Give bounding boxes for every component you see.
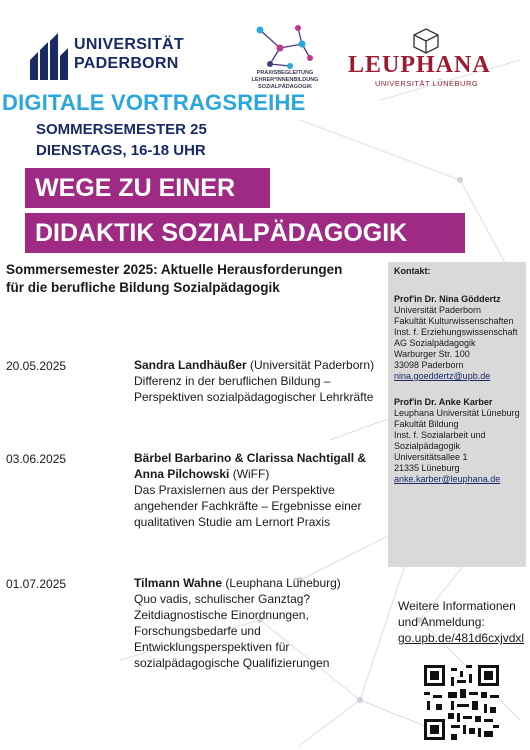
leuphana-name: LEUPHANA [348, 52, 491, 78]
event-speaker: Bärbel Barbarino & Clarissa Nachtigall & [134, 451, 367, 465]
event-topic-line: Entwicklungsperspektiven für [134, 640, 290, 654]
event-topic-line: Das Praxislernen aus der Perspektive [134, 483, 335, 497]
contact-line: 21335 Lüneburg [394, 463, 460, 473]
series-title: DIGITALE VORTRAGSREIHE [2, 90, 306, 115]
contact-line: Inst. f. Sozialarbeit und [394, 430, 486, 440]
contact-line: Sozialpädagogik [394, 441, 461, 451]
event-affiliation: (Universität Paderborn) [246, 358, 375, 372]
semester-label: SOMMERSEMESTER 25 [36, 121, 207, 138]
event-affiliation: (WiFF) [229, 467, 270, 481]
event-topic-line: Forschungsbedarfe und [134, 624, 261, 638]
praxis-logo-text: PRAXISBEGLEITUNG LEHRER*INNENBILDUNG SOZIALPÄDAGOGIK [251, 70, 319, 90]
event-speaker: Tilmann Wahne [134, 576, 223, 590]
contact-name: Prof'in Dr. Anke Karber [394, 397, 493, 407]
contact-email-link[interactable]: anke.karber@leuphana.de [394, 474, 501, 484]
leuphana-subtitle: UNIVERSITÄT LÜNEBURG [375, 79, 479, 88]
more-info [398, 598, 528, 646]
event-topic-line: Quo vadis, schulischer Ganztag? [134, 592, 311, 606]
time-label: DIENSTAGS, 16-18 UHR [36, 142, 206, 159]
contact-line: Fakultät Bildung [394, 419, 459, 429]
contact-line: Warburger Str. 100 [394, 349, 470, 359]
event-2 [134, 450, 389, 530]
title-bar-line1: WEGE ZU EINER [25, 168, 270, 208]
contact-line: Leuphana Universität Lüneburg [394, 408, 520, 418]
contact-email-link[interactable]: nina.goeddertz@upb.de [394, 371, 491, 381]
intro-heading: Sommersemester 2025: Aktuelle Herausforderungen für die berufliche Bildung Sozialpädagogik [6, 262, 343, 295]
event-date: 03.06.2025 [6, 452, 67, 466]
contact-line: Universität Paderborn [394, 305, 482, 315]
event-topic-line: Differenz in der beruflichen Bildung – [134, 374, 331, 388]
contact-line: Universitätsallee 1 [394, 452, 468, 462]
event-speaker: Sandra Landhäußer [134, 358, 247, 372]
contact-person-2 [394, 397, 522, 485]
event-3 [134, 575, 389, 671]
registration-link[interactable]: go.upb.de/481d6cxjvdxl [398, 631, 525, 645]
contact-line: Inst. f. Erziehungswissenschaft [394, 327, 518, 337]
more-info-line: und Anmeldung: [398, 615, 485, 629]
more-info-line: Weitere Informationen [398, 599, 516, 613]
contact-person-1 [394, 294, 522, 382]
contact-label: Kontakt: [394, 266, 431, 276]
contact-line: AG Sozialpädagogik [394, 338, 476, 348]
event-topic-line: Zeitdiagnostische Einordnungen, [134, 608, 309, 622]
event-topic-line: qualitativen Studie am Lernort Praxis [134, 515, 331, 529]
event-affiliation: (Leuphana Lüneburg) [222, 576, 341, 590]
event-topic-line: Perspektiven sozialpädagogischer Lehrkräfte [134, 390, 374, 404]
leuphana-cube-icon [410, 27, 442, 55]
event-topic-line: angehender Fachkräfte – Ergebnisse einer [134, 499, 362, 513]
event-topic-line: sozialpädagogische Qualifizierungen [134, 656, 330, 670]
contact-name: Prof'in Dr. Nina Göddertz [394, 294, 501, 304]
event-date: 20.05.2025 [6, 359, 67, 373]
title-bar-line2: DIDAKTIK SOZIALPÄDAGOGIK [25, 213, 465, 253]
event-date: 01.07.2025 [6, 577, 67, 591]
contact-box [388, 262, 526, 567]
event-speaker: Anna Pilchowski [134, 467, 230, 481]
qr-code-icon[interactable] [424, 665, 499, 740]
event-1 [134, 357, 389, 405]
contact-line: Fakultät Kulturwissenschaften [394, 316, 514, 326]
contact-line: 33098 Paderborn [394, 360, 464, 370]
upb-name: UNIVERSITÄT PADERBORN [74, 36, 184, 72]
